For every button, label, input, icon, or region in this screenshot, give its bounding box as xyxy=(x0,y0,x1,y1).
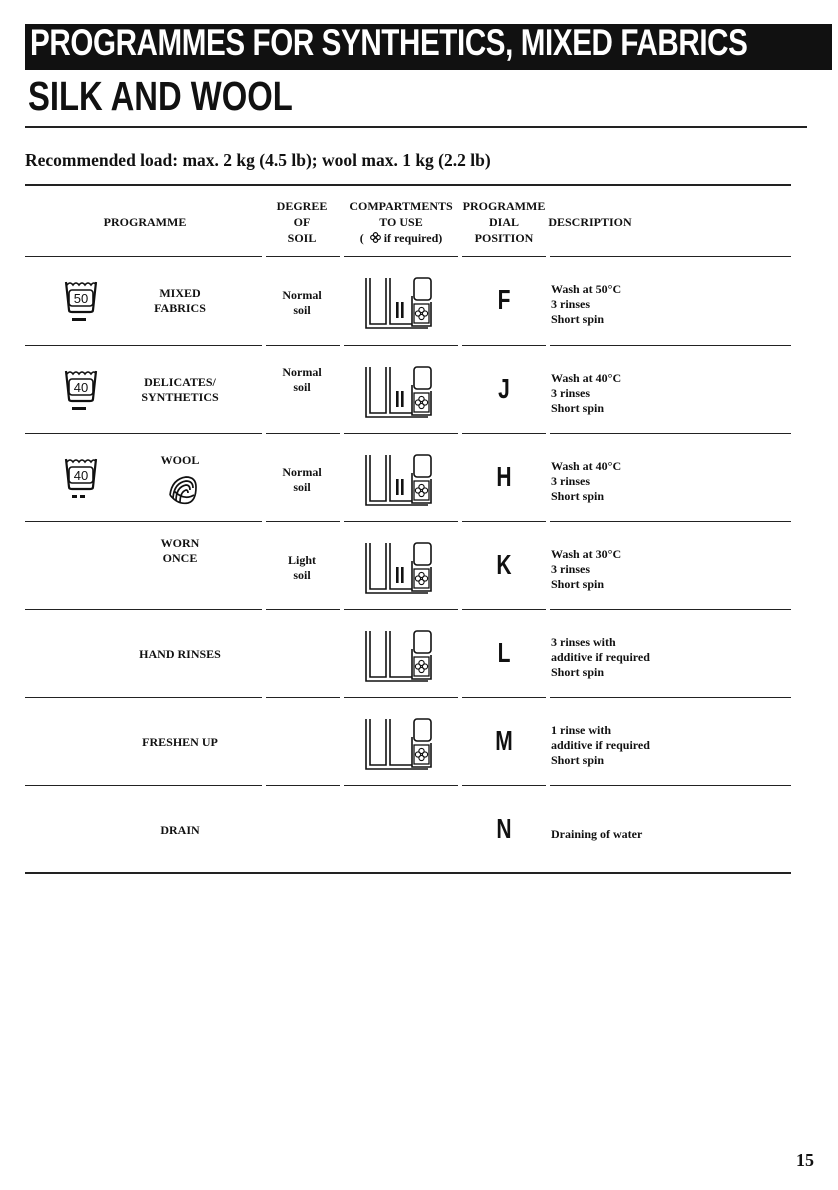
programme-description: 1 rinse with additive if required Short spin xyxy=(551,723,650,767)
compartment-ii-icon xyxy=(364,541,436,602)
dial-position: K xyxy=(496,549,512,580)
wool-mark-icon xyxy=(166,473,200,512)
degree-of-soil: Light soil xyxy=(287,553,316,582)
header-top-rule xyxy=(25,184,791,186)
programme-name: HAND RINSES xyxy=(139,647,221,661)
recommended-load: Recommended load: max. 2 kg (4.5 lb); wool max. 1 kg (2.2 lb) xyxy=(25,150,491,170)
row-separator xyxy=(25,345,262,346)
dial-position: M xyxy=(495,725,513,756)
programme-description: 3 rinses with additive if required Short spin xyxy=(551,635,650,679)
softener-compartment-icon xyxy=(364,629,436,690)
compartment-ii-icon xyxy=(364,453,436,514)
svg-text:50: 50 xyxy=(73,291,89,306)
row-separator xyxy=(344,256,458,257)
row-separator xyxy=(266,256,340,257)
programme-description: Wash at 40°C 3 rinses Short spin xyxy=(551,371,622,415)
row-separator xyxy=(25,697,262,698)
row-separator xyxy=(462,697,546,698)
row-separator xyxy=(462,521,546,522)
svg-text:40: 40 xyxy=(73,380,89,395)
washtub-icon xyxy=(64,365,98,418)
row-separator xyxy=(25,521,262,522)
table-bottom-rule xyxy=(25,872,791,874)
row-separator xyxy=(550,785,791,786)
row-separator xyxy=(550,521,791,522)
row-separator xyxy=(344,521,458,522)
row-separator xyxy=(550,256,791,257)
row-separator xyxy=(550,697,791,698)
dial-position: J xyxy=(498,373,510,404)
programme-name: MIXED FABRICS xyxy=(154,286,206,315)
row-separator xyxy=(266,697,340,698)
row-separator xyxy=(25,433,262,434)
row-separator xyxy=(266,345,340,346)
dial-position: F xyxy=(497,284,511,315)
degree-of-soil: Normal soil xyxy=(282,288,322,317)
degree-of-soil: Normal soil xyxy=(282,465,322,494)
row-separator xyxy=(344,345,458,346)
row-separator xyxy=(462,256,546,257)
softener-compartment-icon xyxy=(364,717,436,778)
svg-text:40: 40 xyxy=(73,468,89,483)
degree-of-soil: Normal soil xyxy=(282,365,322,394)
page-subtitle: SILK AND WOOL xyxy=(28,73,293,119)
row-separator xyxy=(344,697,458,698)
row-separator xyxy=(462,609,546,610)
dial-position: N xyxy=(496,813,512,844)
programme-name: WOOL xyxy=(160,453,200,467)
row-separator xyxy=(550,345,791,346)
compartment-ii-icon xyxy=(364,365,436,426)
header-dial-position: PROGRAMME DIAL POSITION xyxy=(462,199,546,245)
programme-description: Wash at 40°C 3 rinses Short spin xyxy=(551,459,622,503)
row-separator xyxy=(25,256,262,257)
header-compartments: COMPARTMENTS TO USE ( if required) xyxy=(349,199,453,245)
programme-description: Wash at 30°C 3 rinses Short spin xyxy=(551,547,622,591)
dial-position: L xyxy=(497,637,511,668)
row-separator xyxy=(344,785,458,786)
programme-name: DELICATES/ SYNTHETICS xyxy=(141,375,219,404)
row-separator xyxy=(266,521,340,522)
row-separator xyxy=(344,433,458,434)
page-title: PROGRAMMES FOR SYNTHETICS, MIXED FABRICS xyxy=(30,22,748,63)
page-number: 15 xyxy=(796,1150,814,1170)
programme-description: Wash at 50°C 3 rinses Short spin xyxy=(551,282,622,326)
programme-name: WORN ONCE xyxy=(160,536,200,565)
row-separator xyxy=(266,609,340,610)
header-programme: PROGRAMME xyxy=(103,215,187,229)
washtub-icon xyxy=(64,276,98,329)
row-separator xyxy=(462,785,546,786)
row-separator xyxy=(550,433,791,434)
row-separator xyxy=(25,785,262,786)
dial-position: H xyxy=(496,461,512,492)
washtub-icon xyxy=(64,453,98,506)
programme-description: Draining of water xyxy=(551,827,643,841)
row-separator xyxy=(462,345,546,346)
programme-name: DRAIN xyxy=(160,823,200,837)
row-separator xyxy=(25,609,262,610)
programme-name: FRESHEN UP xyxy=(142,735,218,749)
header-description: DESCRIPTION xyxy=(548,215,632,229)
title-rule xyxy=(25,126,807,128)
row-separator xyxy=(266,433,340,434)
row-separator xyxy=(462,433,546,434)
header-degree-of-soil: DEGREE OF SOIL xyxy=(276,199,328,245)
compartment-ii-icon xyxy=(364,276,436,337)
row-separator xyxy=(266,785,340,786)
row-separator xyxy=(344,609,458,610)
row-separator xyxy=(550,609,791,610)
softener-flower-icon xyxy=(370,232,381,243)
